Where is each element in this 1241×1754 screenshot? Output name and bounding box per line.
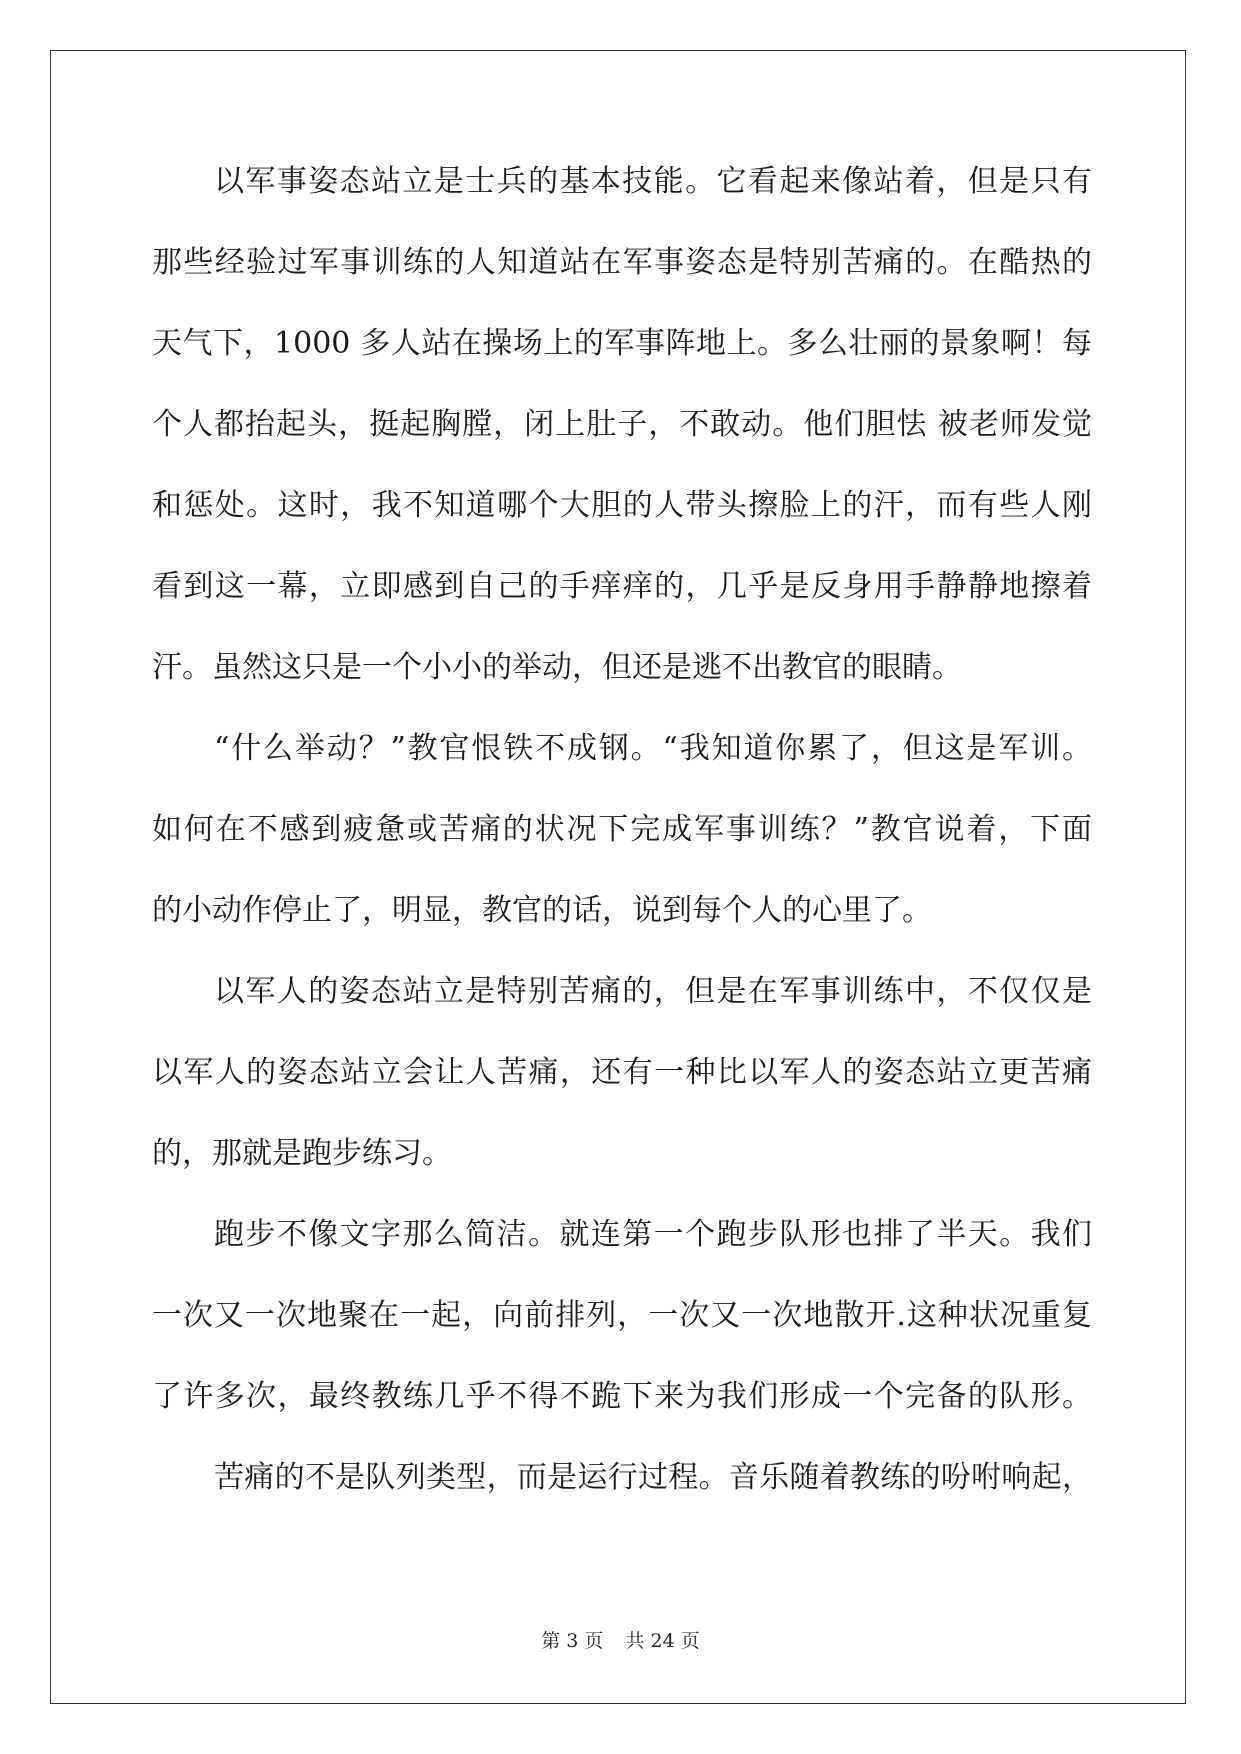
text-line: 的，那就是跑步练习。 xyxy=(152,1136,452,1171)
text-line: 个人都抬起头，挺起胸膛，闭上肚子，不敢动。他们胆怯 被老师发觉 xyxy=(152,407,1092,442)
text-line: 一次又一次地聚在一起，向前排列，一次又一次地散开.这种状况重复 xyxy=(152,1298,1092,1333)
page-footer xyxy=(0,1626,1241,1653)
page-number: 第 3 页 xyxy=(541,1630,604,1652)
text-line: 汗。虽然这只是一个小小的举动，但还是逃不出教官的眼睛。 xyxy=(152,650,962,685)
text-line: 那些经验过军事训练的人知道站在军事姿态是特别苦痛的。在酷热的 xyxy=(152,245,1092,280)
text-line: 看到这一幕，立即感到自己的手痒痒的，几乎是反身用手静静地擦着 xyxy=(152,569,1092,604)
total-pages: 共 24 页 xyxy=(625,1630,700,1652)
text-line: “什么举动？”教官恨铁不成钢。“我知道你累了，但这是军训。 xyxy=(214,731,1092,766)
text-line: 了许多次，最终教练几乎不得不跪下来为我们形成一个完备的队形。 xyxy=(152,1379,1092,1414)
document-body xyxy=(152,158,1092,1535)
text-line: 天气下，1000 多人站在操场上的军事阵地上。多么壮丽的景象啊！每 xyxy=(152,326,1092,361)
text-line: 跑步不像文字那么简洁。就连第一个跑步队形也排了半天。我们 xyxy=(214,1217,1092,1252)
text-line: 苦痛的不是队列类型，而是运行过程。音乐随着教练的吩咐响起， xyxy=(214,1460,1092,1495)
text-line: 如何在不感到疲惫或苦痛的状况下完成军事训练？”教官说着，下面 xyxy=(152,812,1092,847)
text-line: 以军人的姿态站立会让人苦痛，还有一种比以军人的姿态站立更苦痛 xyxy=(152,1055,1092,1090)
text-line: 以军事姿态站立是士兵的基本技能。它看起来像站着，但是只有 xyxy=(214,164,1092,199)
text-line: 以军人的姿态站立是特别苦痛的，但是在军事训练中，不仅仅是 xyxy=(214,974,1092,1009)
text-line: 的小动作停止了，明显，教官的话，说到每个人的心里了。 xyxy=(152,893,932,928)
text-line: 和惩处。这时，我不知道哪个大胆的人带头擦脸上的汗，而有些人刚 xyxy=(152,488,1092,523)
